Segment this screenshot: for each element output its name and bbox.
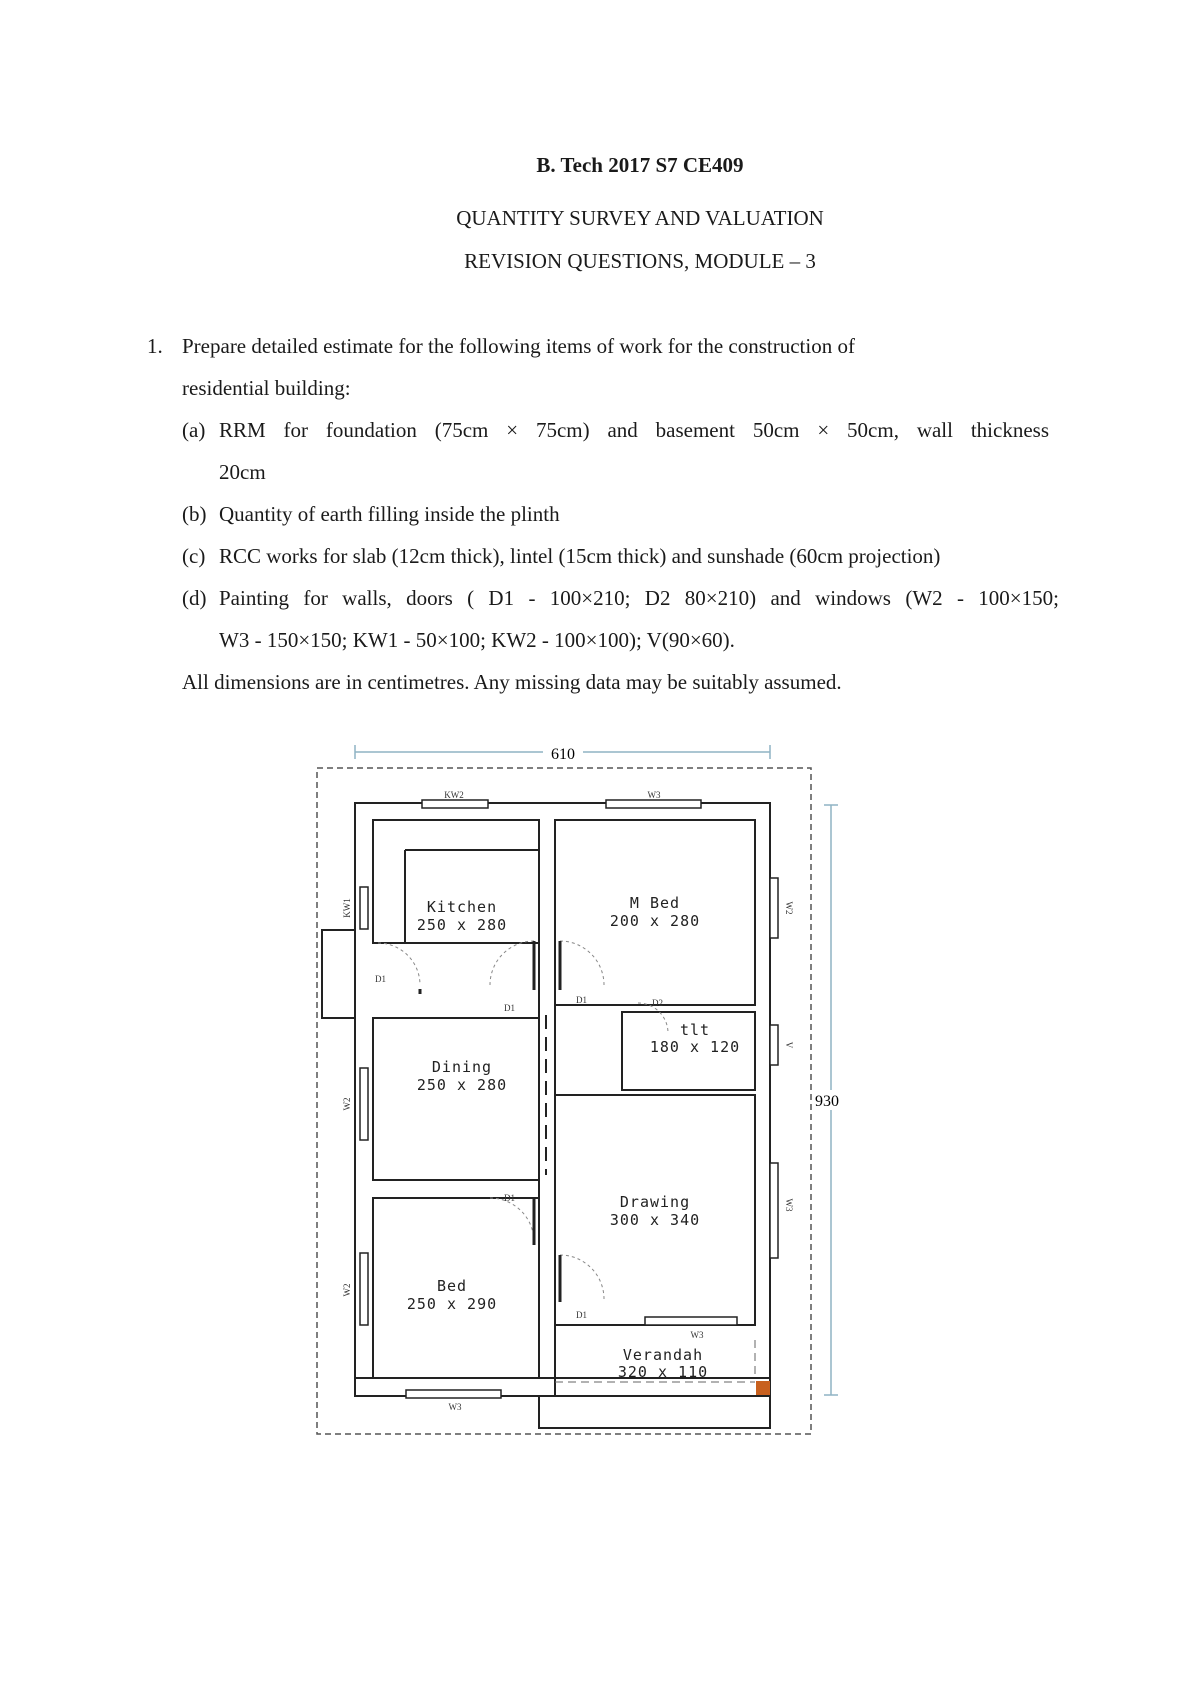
window-kw1 [360, 887, 368, 929]
corner-marker [756, 1381, 770, 1395]
window-w3-verandah [645, 1317, 737, 1325]
window-w3-bed [406, 1390, 501, 1398]
window-v [770, 1025, 778, 1065]
item-d-line2: W3 - 150×150; KW1 - 50×100; KW2 - 100×100); V(90×60). [219, 628, 735, 652]
room-bed-name: Bed [436, 1277, 468, 1295]
room-bed-size: 250 x 290 [406, 1295, 498, 1313]
assumption-note: All dimensions are in centimetres. Any missing data may be suitably assumed. [182, 670, 842, 694]
room-verandah-size: 320 x 110 [617, 1363, 709, 1381]
room-mbed-size: 200 x 280 [609, 912, 701, 930]
question-intro-line1: Prepare detailed estimate for the following items of work for the construction of [182, 334, 855, 358]
tag-w2-dining: W2 [342, 1097, 352, 1111]
tag-w3-verandah: W3 [690, 1330, 704, 1340]
width-dimension: 610 [551, 746, 575, 763]
question-number: 1. [147, 334, 163, 358]
room-kitchen-name: Kitchen [426, 898, 498, 916]
window-w3-drawing [770, 1163, 778, 1258]
tag-d1-mbed: D1 [576, 995, 587, 1005]
room-toilet-size: 180 x 120 [649, 1038, 741, 1056]
window-w3-top [606, 800, 701, 808]
room-dining-name: Dining [431, 1058, 493, 1076]
question-intro-line2: residential building: [182, 376, 351, 400]
room-dining-size: 250 x 280 [416, 1076, 508, 1094]
course-code: B. Tech 2017 S7 CE409 [536, 153, 744, 177]
item-b-line1: Quantity of earth filling inside the plinth [219, 502, 560, 526]
room-mbed-name: M Bed [629, 894, 681, 912]
item-b-label: (b) [182, 502, 207, 526]
tag-w2-bed: W2 [342, 1283, 352, 1297]
window-w2-mbed [770, 878, 778, 938]
tag-d1-kitchen-dining: D1 [504, 1003, 515, 1013]
tag-d2: D2 [652, 998, 663, 1008]
tag-v: V [784, 1041, 794, 1049]
item-a-line2: 20cm [219, 460, 266, 484]
window-w2-bed [360, 1253, 368, 1325]
tag-w3-bed: W3 [448, 1402, 462, 1412]
tag-kw2: KW2 [444, 790, 464, 800]
subject-title: QUANTITY SURVEY AND VALUATION [456, 206, 824, 230]
plot-boundary [317, 768, 811, 1434]
tag-w3-top: W3 [647, 790, 661, 800]
room-verandah-name: Verandah [622, 1346, 704, 1364]
window-kw2 [422, 800, 488, 808]
item-c-label: (c) [182, 544, 206, 568]
window-w2-dining [360, 1068, 368, 1140]
room-drawing-size: 300 x 340 [609, 1211, 701, 1229]
item-d-line1: Painting for walls, doors ( D1 - 100×210; D2 80×210) and windows (W2 - 100×150; [219, 586, 1059, 610]
tag-d1-bed: D1 [504, 1193, 515, 1203]
module-title: REVISION QUESTIONS, MODULE – 3 [464, 249, 816, 273]
item-a-line1: RRM for foundation (75cm × 75cm) and basement 50cm × 50cm, wall thickness [219, 418, 1049, 442]
tag-w3-drawing: W3 [784, 1198, 794, 1212]
item-d-label: (d) [182, 586, 207, 610]
room-drawing-name: Drawing [619, 1193, 691, 1211]
room-toilet-name: tlt [679, 1021, 711, 1039]
tag-w2-mbed: W2 [784, 901, 794, 915]
tag-d1-kitchen: D1 [375, 974, 386, 984]
tag-d1-drawing: D1 [576, 1310, 587, 1320]
room-kitchen-size: 250 x 280 [416, 916, 508, 934]
item-c-line1: RCC works for slab (12cm thick), lintel (15cm thick) and sunshade (60cm projection) [219, 544, 941, 568]
item-a-label: (a) [182, 418, 206, 442]
door-swings [378, 941, 668, 1299]
length-dimension: 930 [815, 1093, 839, 1110]
tag-kw1: KW1 [342, 898, 352, 918]
